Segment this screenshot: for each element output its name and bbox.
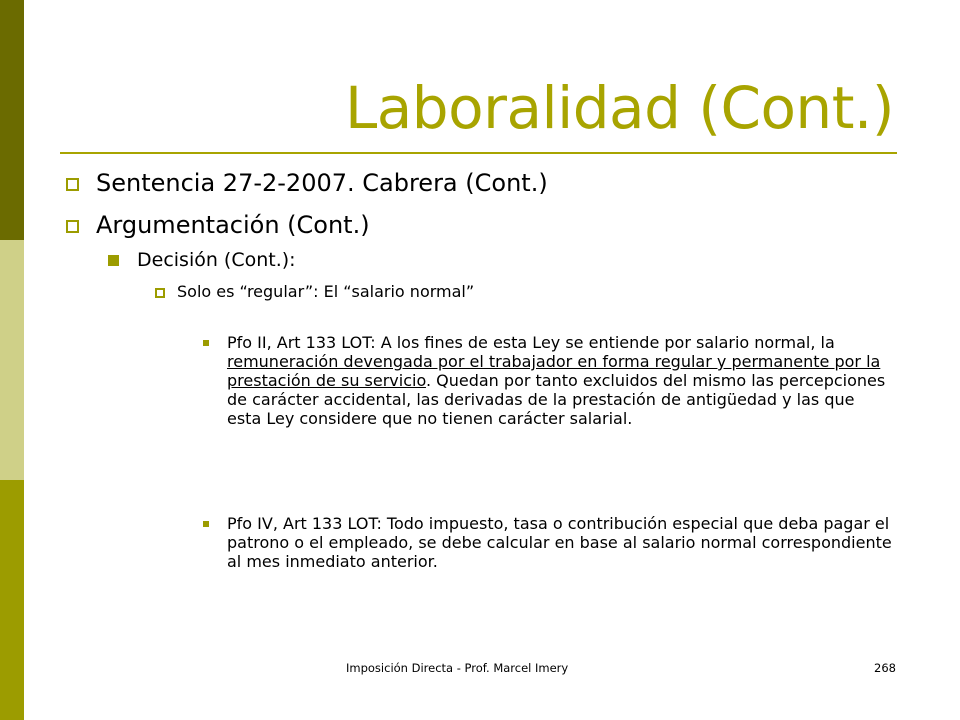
bullet-text: Sentencia 27-2-2007. Cabrera (Cont.)	[96, 169, 548, 197]
quote-text-end: . Quedan por tanto excluidos del mismo las percepciones de carácter accidental, las derivadas de la prestación de antigüedad y las que esta Ley considere que no tienen carácter salarial.	[227, 371, 886, 428]
quote-text: Pfo IV, Art 133 LOT: Todo impuesto, tasa o contribución especial que deba pagar el patrono o el empleado, se debe calcular en base al salario normal correspondiente al mes inmediato anterior.	[227, 514, 892, 571]
hollow-square-bullet-icon	[155, 288, 165, 298]
quote-text-start: Pfo II, Art 133 LOT: A los fines de esta Ley se entiende por salario normal, la	[227, 333, 835, 352]
sidebar-band-bottom	[0, 480, 24, 720]
small-square-bullet-icon	[203, 340, 209, 346]
quote-text	[227, 333, 892, 428]
sub-sub-bullet-text: Solo es “regular”: El “salario normal”	[177, 282, 475, 301]
quote-underlined-text: remuneración devengada por el trabajador en forma regular y permanente por la prestación de su servicio	[227, 352, 881, 390]
sidebar-band-middle	[0, 240, 24, 480]
slide-title: Laboralidad (Cont.)	[344, 74, 894, 142]
page-number: 268	[874, 661, 896, 675]
hollow-square-bullet-icon	[66, 178, 79, 191]
filled-square-bullet-icon	[108, 255, 119, 266]
sub-bullet-text: Decisión (Cont.):	[137, 249, 296, 271]
sidebar-band-top	[0, 0, 24, 240]
footer-text: Imposición Directa - Prof. Marcel Imery	[346, 661, 569, 675]
title-underline	[60, 152, 897, 154]
hollow-square-bullet-icon	[66, 220, 79, 233]
small-square-bullet-icon	[203, 521, 209, 527]
bullet-text: Argumentación (Cont.)	[96, 211, 370, 239]
